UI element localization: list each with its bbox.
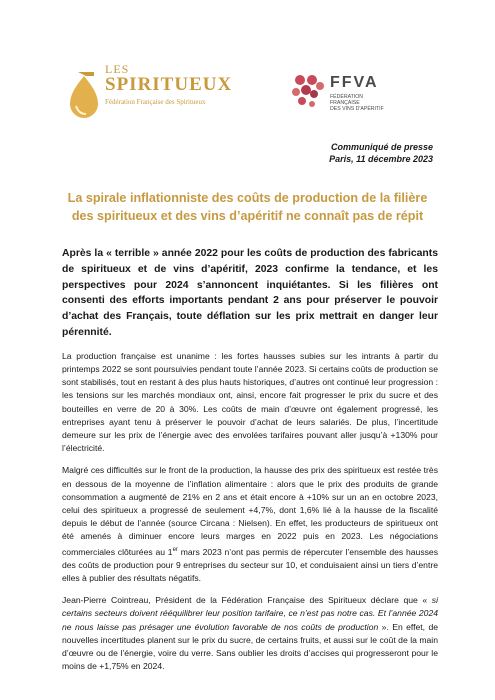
ffva-subtitle-line1: FÉDÉRATION FRANÇAISE [330,94,364,106]
paragraph-3-quote: si certains secteurs doivent rééquilibrer leur position tarifaire, ce n’est pas notre cas. Et l’année 2024 ne nous laisse pas présager une évolution favorable de nos coûts de production [62,595,438,632]
article-body [62,246,438,682]
paragraph-2-part-a: Malgré ces difficultés sur le front de la production, la hausse des prix des spiritueux est restée très en dessous de la moyenne de l’inflation alimentaire : alors que le prix des produits de grande consommation a augmenté de 21% en 2 ans et était encore à +10% sur un an en octobre 2023, celui des spiritueux a progressé de seulement +4,7%, dont 1,6% lié à la hausse de la fiscalité depuis le début de l’année (source Circana : Nielsen). En effet, les producteurs de spiritueux ont été amenés à diminuer encore leurs marges en 2022 puis en 2023. Les négociations commerciales clôturées au 1 [62,465,438,557]
logo-spiritueux-text: SPIRITUEUX [105,74,233,95]
logo-les-text: LES [105,62,130,76]
paragraph-2 [62,464,438,585]
alembic-drop-icon [64,66,104,118]
paragraph-3-intro: Jean-Pierre Cointreau, Président de la Fédération Française des Spiritueux déclare que « [62,595,432,606]
logo-federation-text: Fédération Française des Spiritueux [105,98,206,106]
page-title [62,189,433,225]
paragraph-2-superscript: er [172,546,178,553]
grape-cluster-icon [288,72,328,112]
paragraph-3-rest: ». En effet, de nouvelles incertitudes planent sur le prix du sucre, de certains fruits, et aussi sur le coût de la main d’œuvre ou de l’énergie, voire du verre. Sans oublier les droits d’accises qui progresseront pour le moins de +1,75% en 2024. [62,621,439,672]
press-release-header [329,141,433,165]
title-line-2: des spiritueux et des vins d’apéritif ne connaît pas de répit [71,209,424,223]
ffva-subtitle-line2: DES VINS D'APÉRITIF [330,106,384,112]
lead-paragraph: Après la « terrible » année 2022 pour les coûts de production des fabricants de spiritueux et de vins d’apéritif, 2023 confirme la tendance, et les perspectives pour 2024 s’annoncent inquiétantes. Si les filières ont consenti des efforts importants pendant 2 ans pour préserver le pouvoir d’achat des Français, toute déflation sur les prix mettrait en danger leur pérennité. [62,248,438,338]
title-line-1: La spirale inflationniste des coûts de production de la filière [67,191,428,205]
paragraph-3 [62,594,438,673]
ffva-logo [288,72,438,122]
les-spiritueux-logo [62,62,242,122]
paragraph-2-part-b: mars 2023 n’ont pas permis de répercuter l’ensemble des hausses des coûts de production pour 9 entreprises du secteur sur 10, et conduisaient ainsi un tiers d’entre elles à publier des résultats négatifs. [62,546,438,583]
press-label: Communiqué de presse [330,142,433,152]
ffva-subtitle [330,94,390,112]
ffva-name: FFVA [330,74,379,91]
press-place-date: Paris, 11 décembre 2023 [329,154,433,164]
paragraph-1: La production française est unanime : les fortes hausses subies sur les intrants à partir du printemps 2022 se sont poursuivies pendant toute l’année 2023. Si certains coûts de production se sont stabilisés, tout en restant à des plus hauts historiques, d’autres ont continué leur progression : les tensions sur les marchés mondiaux ont, ainsi, encore fait progresser le prix du sucre et des bouteilles en verre de 20 à 30%. Les coûts de main d’œuvre ont également progressé, les entreprises ayant tenu à préserver le pouvoir d’achat de leurs salariés. De plus, l’incertitude demeure sur les prix de l’énergie avec des envolées tarifaires pouvant aller jusqu’à +130% pour l’électricité. [62,350,438,454]
